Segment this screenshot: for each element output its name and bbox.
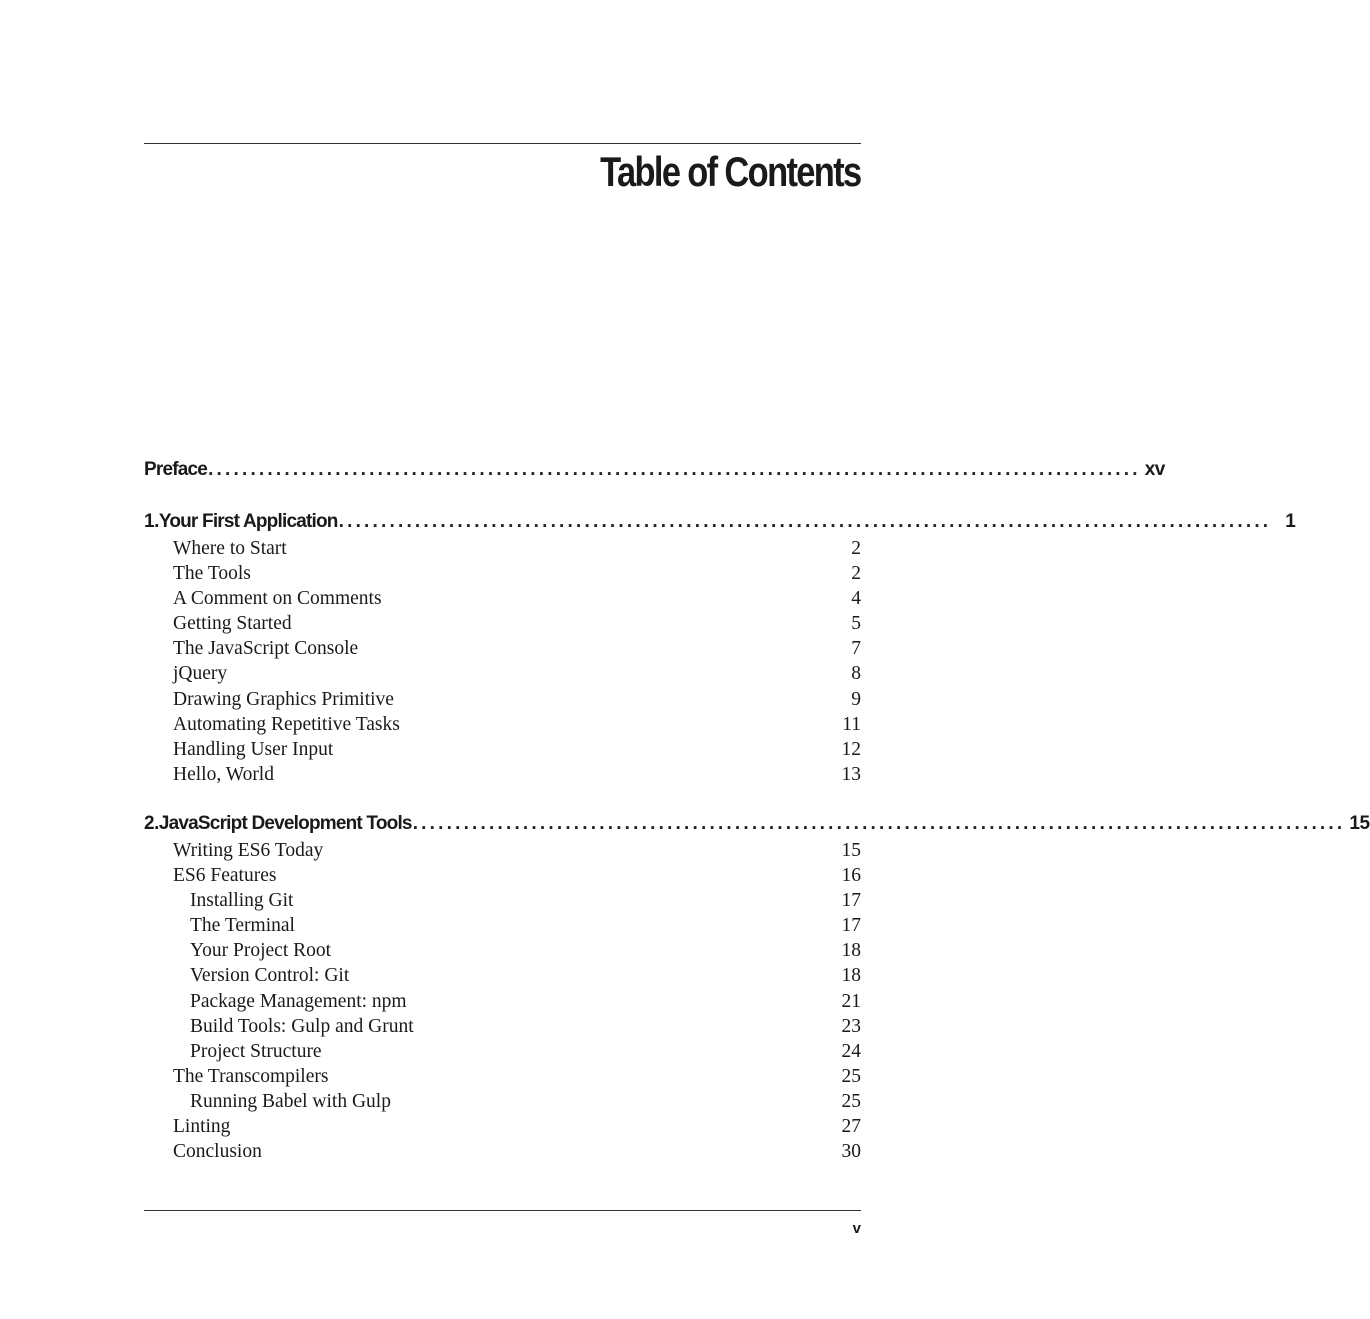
toc-section-entry[interactable] [144,561,861,586]
page-folio: v [852,1220,861,1237]
section-label: ES6 Features [173,865,277,887]
toc-section-entry[interactable] [144,586,861,611]
section-label: Build Tools: Gulp and Grunt [190,1015,414,1037]
dot-leader: .............................................................................................................. [412,812,1346,834]
section-page: 27 [841,1115,861,1137]
section-label: Drawing Graphics Primitive [173,688,394,710]
section-page: 25 [841,1065,861,1087]
section-label: Where to Start [173,538,287,559]
page-title: Table of Contents [600,148,861,195]
toc-section-entry[interactable] [144,1089,861,1114]
chapter-2-sections [144,838,861,1164]
section-label: The Tools [173,563,251,585]
section-page: 2 [851,538,861,559]
table-of-contents [144,456,1370,1164]
section-label: Automating Repetitive Tasks [173,713,400,735]
section-page: 2 [851,563,861,585]
section-page: 15 [841,839,861,861]
section-label: Linting [173,1115,231,1137]
section-page: 30 [841,1141,861,1163]
section-page: 18 [841,940,861,962]
section-label: Package Management: npm [190,990,407,1012]
toc-section-entry[interactable] [144,989,861,1014]
toc-section-entry[interactable] [144,938,861,963]
toc-section-entry[interactable] [144,1064,861,1089]
toc-section-entry[interactable] [144,963,861,988]
chapter-number: 1. [144,511,159,532]
toc-entry-preface[interactable] [144,456,1165,484]
toc-section-entry[interactable] [144,737,861,762]
section-label: Handling User Input [173,738,334,760]
section-page: 8 [851,663,861,685]
section-page: 18 [841,965,861,987]
section-label: Running Babel with Gulp [190,1090,391,1112]
section-label: Writing ES6 Today [173,839,324,861]
section-label: Project Structure [190,1040,322,1062]
toc-section-entry[interactable] [144,1114,861,1139]
chapter-page: 1 [1285,511,1296,532]
toc-section-entry[interactable] [144,636,861,661]
toc-entry-chapter-2[interactable] [144,810,1370,838]
toc-section-entry[interactable] [144,1139,861,1164]
section-page: 16 [841,865,861,887]
dot-leader: .............................................................................................................. [338,511,1272,532]
toc-section-entry[interactable] [144,838,861,863]
toc-section-entry[interactable] [144,762,861,787]
toc-entry-page: xv [1144,459,1165,480]
section-page: 23 [841,1015,861,1037]
section-label: Hello, World [173,763,274,785]
toc-section-entry[interactable] [144,611,861,636]
section-label: Version Control: Git [190,965,350,987]
toc-section-entry[interactable] [144,536,861,561]
section-label: The JavaScript Console [173,638,359,660]
toc-section-entry[interactable] [144,913,861,938]
toc-section-entry[interactable] [144,687,861,712]
chapter-number: 2. [144,812,159,834]
section-page: 21 [841,990,861,1012]
section-label: jQuery [173,663,228,685]
chapter-title: JavaScript Development Tools [158,812,412,834]
chapter-1-sections [144,536,861,787]
spacer [144,484,861,508]
section-page: 25 [841,1090,861,1112]
chapter-1-block [144,508,1296,787]
section-page: 13 [841,763,861,785]
section-label: Your Project Root [190,940,332,962]
section-label: Getting Started [173,613,292,635]
section-page: 24 [841,1040,861,1062]
toc-entry-chapter-1[interactable] [144,508,1296,536]
section-page: 11 [842,713,861,735]
section-label: The Terminal [190,915,295,937]
section-label: The Transcompilers [173,1065,329,1087]
chapter-page: 15 [1349,812,1370,834]
section-label: Conclusion [173,1141,262,1163]
chapter-2-block [144,810,1370,1164]
toc-section-entry[interactable] [144,1039,861,1064]
toc-section-entry[interactable] [144,1014,861,1039]
section-page: 12 [841,738,861,760]
toc-section-entry[interactable] [144,661,861,686]
dot-leader: .............................................................................................................. [208,459,1141,480]
toc-section-entry[interactable] [144,712,861,737]
toc-section-entry[interactable] [144,863,861,888]
footer-rule [144,1210,861,1211]
section-page: 5 [851,613,861,635]
section-page: 17 [841,890,861,912]
section-label: A Comment on Comments [173,588,382,610]
toc-entry-label: Preface [144,459,208,480]
header-rule [144,143,861,144]
section-page: 7 [851,638,861,660]
section-page: 4 [851,588,861,610]
section-page: 9 [851,688,861,710]
toc-section-entry[interactable] [144,888,861,913]
spacer [144,787,861,810]
chapter-title: Your First Application [158,511,338,532]
section-label: Installing Git [190,890,294,912]
section-page: 17 [841,915,861,937]
